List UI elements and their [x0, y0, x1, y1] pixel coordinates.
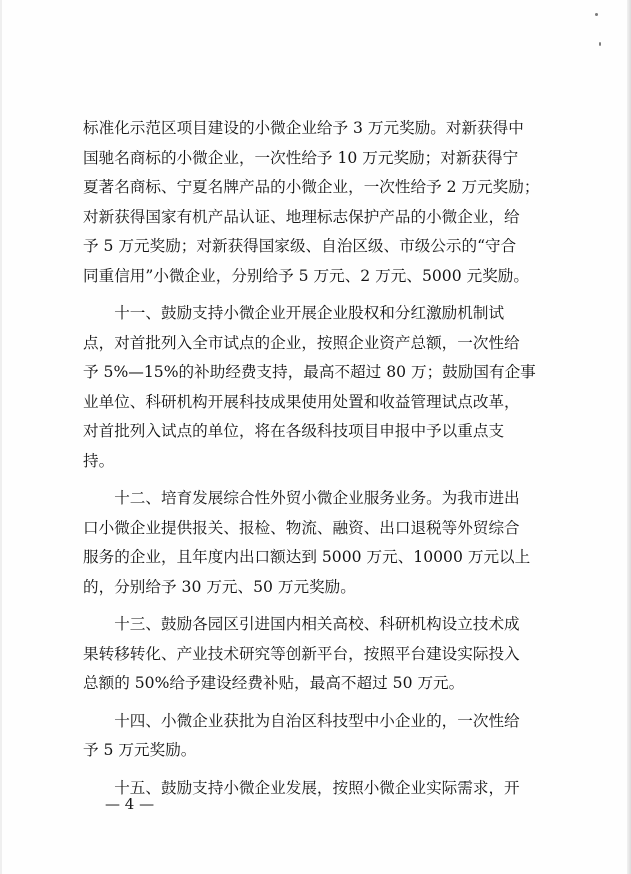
text-line: 国驰名商标的小微企业，一次性给予 10 万元奖励；对新获得宁	[83, 148, 519, 167]
text-line: 予 5 万元奖励。	[83, 741, 197, 759]
text-line: 予 5 万元奖励；对新获得国家级、自治区级、市级公示的“守合	[83, 237, 517, 255]
text-line: 点，对首批列入全市试点的企业，按照企业资产总额，一次性给	[83, 333, 520, 352]
text-line: 同重信用”小微企业，分别给予 5 万元、2 万元、5000 元奖励。	[83, 266, 529, 285]
text-line: 十一、鼓励支持小微企业开展企业股权和分红激励机制试	[83, 304, 505, 322]
text-line: 对新获得国家有机产品认证、地理标志保护产品的小微企业，给	[83, 207, 520, 226]
text-line: 果转移转化、产业技术研究等创新平台，按照平台建设实际投入	[83, 644, 520, 663]
text-line: 十五、鼓励支持小微企业发展，按照小微企业实际需求，开	[83, 778, 520, 797]
text-line: 持。	[83, 451, 115, 470]
text-line: 的，分别给予 30 万元、50 万元奖励。	[83, 577, 356, 596]
document-body	[83, 114, 553, 803]
scan-speck	[595, 13, 598, 16]
text-line: 标准化示范区项目建设的小微企业给予 3 万元奖励。对新获得中	[83, 119, 524, 137]
scan-edge-left	[0, 0, 2, 874]
text-line: 十四、小微企业获批为自治区科技型中小企业的，一次性给	[83, 711, 520, 730]
scan-edge-right	[627, 0, 631, 874]
text-line: 总额的 50%给予建设经费补贴，最高不超过 50 万元。	[83, 674, 465, 692]
text-line: 对首批列入试点的单位，将在各级科技项目申报中予以重点支	[83, 422, 505, 440]
text-line: 夏著名商标、宁夏名牌产品的小微企业，一次性给予 2 万元奖励；	[83, 178, 540, 196]
text-line: 十三、鼓励各园区引进国内相关高校、科研机构设立技术成	[83, 615, 520, 633]
text-line: 十二、培育发展综合性外贸小微企业服务业务。为我市进出	[83, 489, 520, 507]
text-line: 口小微企业提供报关、报检、物流、融资、出口退税等外贸综合	[83, 518, 520, 537]
text-line: 服务的企业，且年度内出口额达到 5000 万元、10000 万元以上	[83, 548, 531, 566]
scan-speck	[599, 42, 601, 46]
text-line: 予 5%—15%的补助经费支持，最高不超过 80 万；鼓励国有企事	[83, 363, 536, 381]
page-number: — 4 —	[105, 795, 155, 813]
text-line: 业单位、科研机构开展科技成果使用处置和收益管理试点改革，	[83, 392, 520, 411]
